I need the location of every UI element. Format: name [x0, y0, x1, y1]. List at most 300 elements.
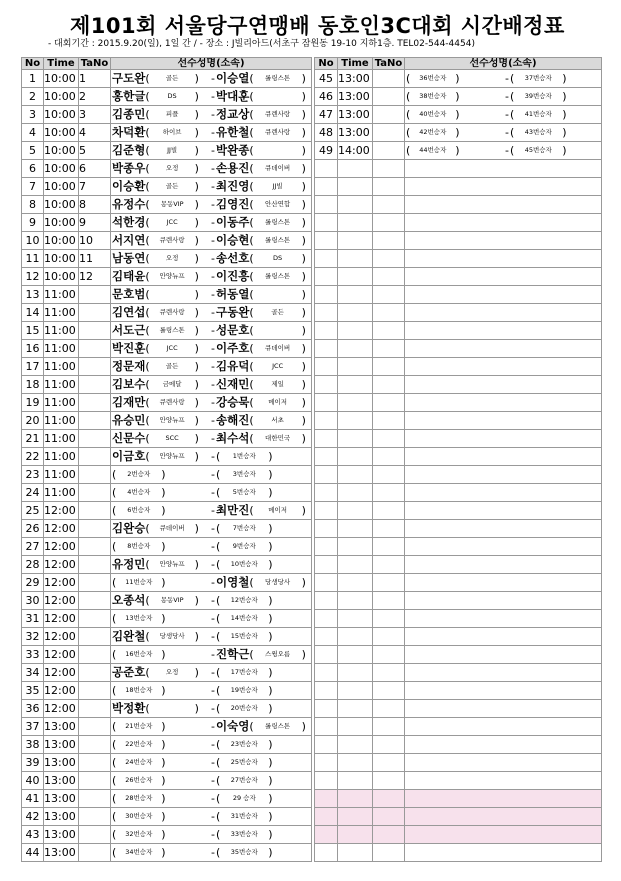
table-row — [22, 250, 312, 268]
cell-players — [405, 340, 602, 358]
cell-tano — [373, 124, 405, 142]
paren-open: ( — [249, 396, 254, 409]
paren-open: ( — [509, 90, 515, 103]
cell-no: 28 — [22, 556, 44, 574]
player-affiliation: 몽동VIP — [160, 200, 184, 208]
vs-dash: - — [211, 90, 215, 103]
cell-no: 24 — [22, 484, 44, 502]
paren-close: ) — [268, 846, 273, 859]
cell-no: 27 — [22, 538, 44, 556]
cell-tano: 9 — [79, 214, 111, 232]
paren-close: ) — [194, 666, 199, 679]
cell-tano — [373, 574, 405, 592]
cell-players — [405, 700, 602, 718]
player-one — [112, 808, 210, 825]
paren-close: ) — [161, 612, 166, 625]
cell-time: 12:00 — [44, 592, 79, 610]
cell-time — [338, 754, 373, 772]
paren-close: ) — [268, 468, 273, 481]
cell-players — [405, 142, 602, 160]
player-two — [216, 628, 273, 645]
vs-dash: - — [211, 72, 215, 85]
player-two — [216, 232, 306, 249]
vs-dash: - — [211, 810, 215, 823]
cell-players — [111, 358, 312, 376]
match-pair — [405, 124, 601, 141]
table-row — [315, 700, 602, 718]
paren-open: ( — [215, 612, 221, 625]
cell-no — [315, 556, 338, 574]
cell-tano: 11 — [79, 250, 111, 268]
match-pair — [111, 556, 311, 573]
cell-no — [315, 844, 338, 862]
cell-time — [338, 430, 373, 448]
cell-time: 11:00 — [44, 466, 79, 484]
cell-tano — [373, 70, 405, 88]
cell-tano: 3 — [79, 106, 111, 124]
paren-close: ) — [301, 252, 306, 265]
player-name: 김재만 — [112, 395, 146, 409]
paren-open: ( — [145, 288, 150, 301]
table-header-row — [315, 58, 602, 70]
vs-dash: - — [211, 720, 215, 733]
cell-players — [111, 736, 312, 754]
player-affiliation: 37번승자 — [524, 74, 552, 82]
table-row — [22, 430, 312, 448]
match-pair — [111, 448, 311, 465]
table-row — [22, 466, 312, 484]
cell-time: 10:00 — [44, 88, 79, 106]
table-row — [22, 538, 312, 556]
player-two — [216, 376, 306, 393]
vs-dash: - — [211, 792, 215, 805]
cell-no — [315, 160, 338, 178]
paren-open: ( — [215, 792, 221, 805]
match-pair — [111, 790, 311, 807]
match-pair — [405, 106, 601, 123]
cell-no: 19 — [22, 394, 44, 412]
cell-players — [405, 718, 602, 736]
cell-tano — [373, 394, 405, 412]
player-two — [216, 322, 306, 339]
match-pair — [111, 808, 311, 825]
cell-players — [405, 808, 602, 826]
cell-time — [338, 376, 373, 394]
paren-open: ( — [406, 72, 411, 85]
player-affiliation: 안산연합 — [265, 200, 291, 208]
cell-tano — [79, 466, 111, 484]
table-row — [22, 214, 312, 232]
table-row — [315, 250, 602, 268]
cell-players — [111, 538, 312, 556]
cell-time: 12:00 — [44, 520, 79, 538]
player-affiliation: DS — [167, 92, 177, 100]
paren-open: ( — [249, 198, 254, 211]
cell-no: 14 — [22, 304, 44, 322]
player-affiliation: 17번승자 — [230, 668, 258, 676]
paren-close: ) — [194, 216, 199, 229]
player-affiliation: 39번승자 — [524, 92, 552, 100]
vs-dash: - — [211, 738, 215, 751]
match-pair — [111, 466, 311, 483]
match-pair — [111, 412, 311, 429]
cell-players — [405, 628, 602, 646]
cell-players — [111, 772, 312, 790]
paren-open: ( — [249, 360, 254, 373]
match-pair — [111, 772, 311, 789]
player-affiliation: 29 승자 — [232, 794, 256, 802]
cell-tano — [373, 286, 405, 304]
cell-no — [315, 646, 338, 664]
paren-close: ) — [161, 756, 166, 769]
player-name: 박진훈 — [112, 341, 146, 355]
paren-open: ( — [215, 828, 221, 841]
cell-time — [338, 736, 373, 754]
player-affiliation: 피플 — [165, 110, 179, 118]
cell-no — [315, 196, 338, 214]
player-one — [112, 592, 210, 609]
cell-time — [338, 286, 373, 304]
cell-tano — [373, 196, 405, 214]
cell-time — [338, 304, 373, 322]
paren-open: ( — [249, 216, 254, 229]
paren-close: ) — [268, 486, 273, 499]
player-one — [112, 754, 210, 771]
paren-open: ( — [145, 252, 150, 265]
match-pair — [405, 142, 601, 159]
cell-no: 2 — [22, 88, 44, 106]
paren-close: ) — [194, 198, 199, 211]
player-one — [406, 106, 504, 123]
cell-no: 12 — [22, 268, 44, 286]
table-row — [22, 628, 312, 646]
cell-tano — [79, 394, 111, 412]
cell-tano — [373, 538, 405, 556]
table-row — [315, 556, 602, 574]
player-affiliation: 당생당사 — [159, 632, 185, 640]
player-affiliation: JCC — [166, 344, 178, 352]
cell-time: 10:00 — [44, 160, 79, 178]
cell-players — [405, 322, 602, 340]
cell-players — [405, 376, 602, 394]
player-name: 이승열 — [215, 71, 250, 85]
cell-no: 38 — [22, 736, 44, 754]
cell-no: 1 — [22, 70, 44, 88]
paren-close: ) — [268, 450, 273, 463]
player-one — [112, 718, 210, 735]
paren-close: ) — [194, 630, 199, 643]
cell-tano — [79, 700, 111, 718]
paren-close: ) — [161, 720, 166, 733]
player-two — [216, 88, 306, 105]
cell-players — [405, 538, 602, 556]
vs-dash: - — [211, 684, 215, 697]
paren-close: ) — [194, 378, 199, 391]
table-row — [315, 412, 602, 430]
cell-tano — [373, 160, 405, 178]
player-two — [216, 538, 273, 555]
cell-tano — [373, 142, 405, 160]
match-pair — [111, 322, 311, 339]
cell-no — [315, 772, 338, 790]
paren-open: ( — [145, 378, 150, 391]
cell-players — [405, 430, 602, 448]
vs-dash: - — [211, 288, 215, 301]
cell-no: 7 — [22, 178, 44, 196]
cell-time — [338, 646, 373, 664]
cell-players — [111, 808, 312, 826]
cell-time: 13:00 — [338, 124, 373, 142]
player-affiliation: 롤링스톤 — [265, 722, 291, 730]
table-row — [315, 466, 602, 484]
cell-tano — [373, 520, 405, 538]
cell-no: 37 — [22, 718, 44, 736]
player-two — [216, 520, 273, 537]
paren-close: ) — [268, 540, 273, 553]
match-pair — [111, 304, 311, 321]
player-one — [112, 682, 210, 699]
paren-close: ) — [301, 432, 306, 445]
paren-close: ) — [301, 288, 306, 301]
player-affiliation: 7번승자 — [232, 524, 256, 532]
player-affiliation: 큐렌사랑 — [265, 128, 291, 136]
cell-players — [405, 466, 602, 484]
match-pair — [111, 826, 311, 843]
paren-close: ) — [301, 306, 306, 319]
cell-tano — [373, 340, 405, 358]
cell-players — [111, 412, 312, 430]
player-one — [112, 70, 210, 87]
cell-players — [405, 772, 602, 790]
schedule-table-right — [314, 57, 602, 862]
player-one — [112, 646, 210, 663]
cell-no: 45 — [315, 70, 338, 88]
vs-dash: - — [211, 324, 215, 337]
player-affiliation: 안양뉴프 — [159, 272, 185, 280]
cell-players — [111, 178, 312, 196]
paren-close: ) — [194, 306, 199, 319]
table-row — [315, 844, 602, 862]
paren-close: ) — [301, 234, 306, 247]
paren-open: ( — [249, 162, 254, 175]
player-two — [216, 286, 306, 303]
table-row — [315, 394, 602, 412]
player-one — [406, 70, 504, 87]
player-affiliation: 2번승자 — [127, 470, 151, 478]
player-affiliation: 당생당사 — [265, 578, 291, 586]
cell-tano — [373, 736, 405, 754]
cell-time — [338, 628, 373, 646]
paren-close: ) — [268, 738, 273, 751]
player-two — [510, 106, 567, 123]
cell-tano — [79, 412, 111, 430]
player-two — [216, 394, 306, 411]
table-row — [22, 394, 312, 412]
cell-time — [338, 592, 373, 610]
player-affiliation: 안양뉴프 — [159, 560, 185, 568]
paren-open: ( — [215, 468, 221, 481]
vs-dash: - — [211, 360, 215, 373]
vs-dash: - — [211, 558, 215, 571]
player-affiliation: 25번승자 — [230, 758, 258, 766]
match-pair — [111, 196, 311, 213]
paren-close: ) — [194, 288, 199, 301]
player-affiliation: 골든 — [165, 362, 179, 370]
cell-tano — [79, 790, 111, 808]
paren-open: ( — [112, 774, 117, 787]
cell-time — [338, 502, 373, 520]
cell-time: 10:00 — [44, 232, 79, 250]
table-row — [315, 592, 602, 610]
player-affiliation: 8번승자 — [127, 542, 151, 550]
player-one — [112, 160, 210, 177]
table-row — [315, 682, 602, 700]
cell-no: 43 — [22, 826, 44, 844]
paren-open: ( — [145, 216, 150, 229]
paren-close: ) — [268, 666, 273, 679]
cell-players — [405, 88, 602, 106]
cell-time — [338, 448, 373, 466]
cell-no — [315, 358, 338, 376]
player-name: 서도근 — [112, 323, 146, 337]
cell-time: 11:00 — [44, 412, 79, 430]
vs-dash: - — [211, 252, 215, 265]
paren-close: ) — [268, 630, 273, 643]
paren-open: ( — [215, 522, 221, 535]
paren-close: ) — [268, 756, 273, 769]
player-one — [112, 88, 210, 105]
cell-no: 13 — [22, 286, 44, 304]
paren-close: ) — [161, 648, 166, 661]
player-two — [216, 610, 273, 627]
vs-dash: - — [505, 72, 509, 85]
paren-close: ) — [301, 648, 306, 661]
player-one — [112, 610, 210, 627]
cell-tano — [373, 808, 405, 826]
cell-tano — [373, 430, 405, 448]
cell-tano — [373, 466, 405, 484]
match-pair — [111, 700, 311, 717]
cell-time: 14:00 — [338, 142, 373, 160]
cell-players — [111, 304, 312, 322]
match-pair — [111, 718, 311, 735]
cell-players — [111, 520, 312, 538]
player-name: 문호범 — [112, 287, 146, 301]
paren-close: ) — [194, 432, 199, 445]
player-one — [112, 232, 210, 249]
match-pair — [111, 574, 311, 591]
cell-time: 11:00 — [44, 394, 79, 412]
paren-open: ( — [112, 486, 117, 499]
player-two — [216, 466, 273, 483]
cell-time: 10:00 — [44, 70, 79, 88]
table-row — [315, 790, 602, 808]
header-time: Time — [338, 58, 373, 70]
paren-close: ) — [301, 126, 306, 139]
paren-close: ) — [194, 594, 199, 607]
table-row — [22, 340, 312, 358]
cell-time — [338, 484, 373, 502]
cell-time: 12:00 — [44, 538, 79, 556]
player-one — [112, 394, 210, 411]
paren-close: ) — [194, 414, 199, 427]
table-row — [315, 70, 602, 88]
paren-close: ) — [194, 342, 199, 355]
player-affiliation: 골든 — [271, 308, 284, 316]
paren-open: ( — [145, 360, 150, 373]
match-pair — [111, 178, 311, 195]
paren-close: ) — [194, 522, 199, 535]
schedule-table-left — [21, 57, 312, 862]
cell-players — [111, 484, 312, 502]
cell-no — [315, 538, 338, 556]
player-affiliation: 30번승자 — [125, 812, 153, 820]
paren-open: ( — [249, 378, 254, 391]
cell-players — [111, 448, 312, 466]
cell-tano — [79, 340, 111, 358]
table-row — [22, 610, 312, 628]
cell-players — [111, 592, 312, 610]
cell-tano — [79, 844, 111, 862]
cell-players — [405, 70, 602, 88]
table-row — [315, 718, 602, 736]
cell-no — [315, 520, 338, 538]
player-name: 박대훈 — [215, 89, 250, 103]
player-affiliation: 하이브 — [162, 128, 182, 136]
player-two — [216, 592, 273, 609]
cell-time — [338, 412, 373, 430]
paren-open: ( — [249, 90, 254, 103]
paren-close: ) — [268, 702, 273, 715]
vs-dash: - — [211, 144, 215, 157]
player-affiliation: 16번승자 — [125, 650, 153, 658]
cell-players — [405, 736, 602, 754]
player-name: 이동주 — [215, 215, 250, 229]
paren-open: ( — [215, 450, 221, 463]
paren-open: ( — [406, 108, 411, 121]
player-affiliation: 몽동VIP — [160, 596, 184, 604]
paren-open: ( — [215, 774, 221, 787]
cell-tano — [373, 484, 405, 502]
paren-open: ( — [249, 234, 254, 247]
cell-no: 44 — [22, 844, 44, 862]
cell-tano — [79, 538, 111, 556]
cell-time — [338, 844, 373, 862]
cell-players — [111, 268, 312, 286]
player-one — [112, 700, 210, 717]
player-two — [216, 556, 273, 573]
cell-no: 22 — [22, 448, 44, 466]
table-row — [315, 124, 602, 142]
vs-dash: - — [211, 774, 215, 787]
table-row — [22, 286, 312, 304]
table-row — [22, 700, 312, 718]
cell-tano — [79, 322, 111, 340]
cell-no — [315, 286, 338, 304]
cell-tano — [373, 502, 405, 520]
player-two — [216, 664, 273, 681]
paren-open: ( — [145, 630, 150, 643]
header-players: 선수성명(소속) — [405, 58, 602, 70]
paren-close: ) — [161, 846, 166, 859]
paren-open: ( — [145, 594, 150, 607]
player-two — [216, 430, 306, 447]
paren-close: ) — [194, 558, 199, 571]
match-pair — [111, 250, 311, 267]
paren-open: ( — [145, 108, 150, 121]
cell-players — [111, 286, 312, 304]
cell-no — [315, 376, 338, 394]
